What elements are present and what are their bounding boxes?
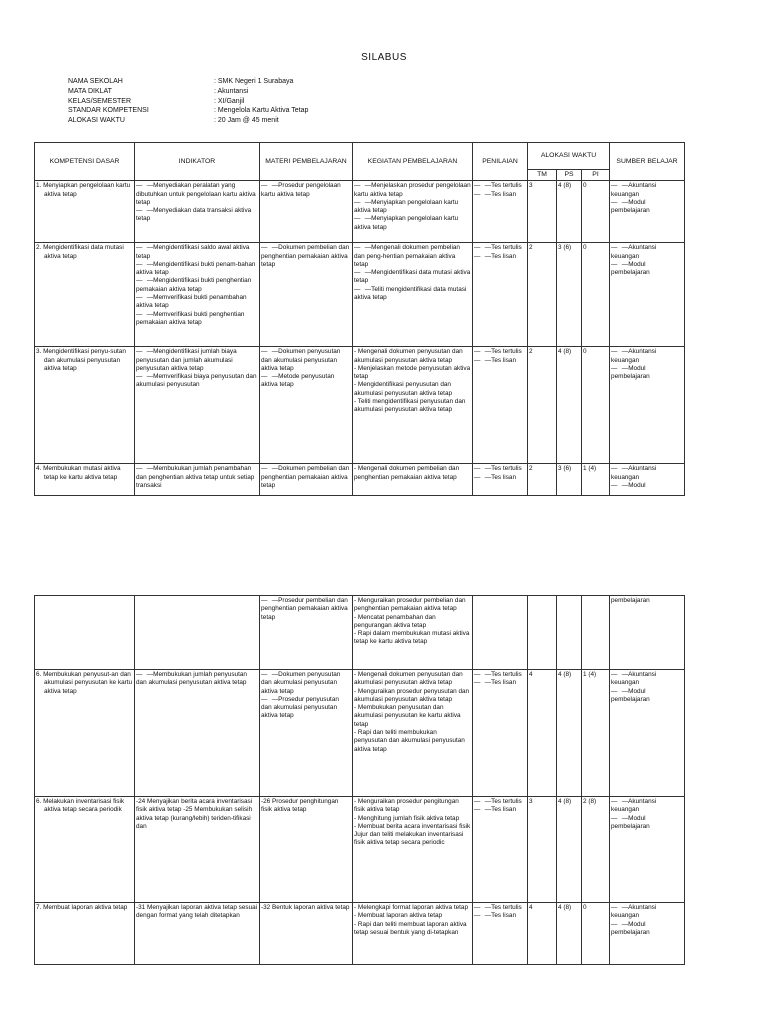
- cell-sumber: [610, 903, 685, 965]
- header-materi: MATERI PEMBELAJARAN: [260, 143, 353, 181]
- list-item: — — Modul pembelajaran: [611, 688, 683, 705]
- cell-indikator: [135, 797, 260, 903]
- header-alokasi: ALOKASI WAKTU: [528, 143, 610, 170]
- list-item: — — Tes lisan: [474, 357, 526, 365]
- table-row: [35, 181, 685, 243]
- cell-list: [261, 597, 351, 622]
- cell-pi: [582, 243, 610, 347]
- cell-list: [354, 182, 471, 232]
- cell-tm: [528, 347, 557, 464]
- table-row: [35, 347, 685, 464]
- cell-ps: [557, 243, 582, 347]
- cell-ps: [557, 670, 582, 797]
- list-item: — — Akuntansi keuangan: [611, 182, 683, 199]
- tm-value: 4: [529, 671, 533, 678]
- table-row: [35, 797, 685, 903]
- cell-indikator: [135, 903, 260, 965]
- cell-penilaian: [473, 464, 528, 496]
- cell-list: [474, 904, 526, 921]
- cell-materi: [260, 596, 353, 670]
- cell-list: [611, 348, 683, 381]
- cell-list: [474, 465, 526, 482]
- header-pi: PI: [582, 170, 610, 181]
- list-item: - Mengenali dokumen penyusutan dan akumulasi penyusutan aktiva tetap: [354, 348, 471, 365]
- list-item: — — Menyiapkan pengelolaan kartu aktiva tetap: [354, 199, 471, 216]
- cell-list: [136, 671, 258, 688]
- cell-ps: [557, 347, 582, 464]
- cell-pi: [582, 670, 610, 797]
- cell-tm: [528, 181, 557, 243]
- cell-ps: [557, 596, 582, 670]
- cell-indikator: [135, 464, 260, 496]
- cell-kegiatan: [353, 670, 473, 797]
- cell-kompetensi: [35, 596, 135, 670]
- ps-value: 3 (6): [558, 465, 572, 473]
- kompetensi-text: 2. Mengidentifikasi data mutasi aktiva tetap: [36, 244, 124, 260]
- list-item: — — Akuntansi keuangan: [611, 904, 683, 921]
- cell-kompetensi: [35, 797, 135, 903]
- cell-penilaian: [473, 347, 528, 464]
- cell-list: [354, 244, 471, 302]
- cell-materi: [260, 670, 353, 797]
- cell-list: [611, 671, 683, 704]
- list-item: — — Akuntansi keuangan: [611, 348, 683, 365]
- list-item: — — Tes lisan: [474, 806, 526, 814]
- cell-materi: [260, 464, 353, 496]
- list-item: - Membuat laporan aktiva tetap: [354, 912, 471, 920]
- table-row: [35, 243, 685, 347]
- syllabus-table-page2: [34, 595, 685, 965]
- cell-kompetensi: [35, 670, 135, 797]
- list-item: — — Mengenali dokumen pembelian dan peng-hentian pemakaian aktiva tetap: [354, 244, 471, 269]
- cell-list: [611, 904, 683, 937]
- pi-value: 1 (4): [583, 465, 597, 473]
- table-row: [35, 903, 685, 965]
- cell-materi: [260, 797, 353, 903]
- cell-materi: [260, 243, 353, 347]
- list-item: — — Modul pembelajaran: [611, 261, 683, 278]
- list-item: - Mengenali dokumen penyusutan dan akumulasi penyusutan aktiva tetap: [354, 671, 471, 688]
- list-item: — — Akuntansi keuangan: [611, 671, 683, 688]
- meta-row: [68, 97, 308, 107]
- list-item: — — Tes tertulis: [474, 904, 526, 912]
- list-item: — — Akuntansi keuangan: [611, 465, 683, 482]
- tm-value: 3: [529, 798, 533, 805]
- list-item: — — Memverifikasi bukti penghentian pemakaian aktiva tetap: [136, 311, 258, 328]
- list-item: - Menguraikan prosedur pengitungan fisik aktiva tetap: [354, 798, 471, 815]
- cell-sumber: [610, 596, 685, 670]
- cell-pi: [582, 903, 610, 965]
- page-title: SILABUS: [361, 52, 407, 63]
- list-item: — — Modul pembelajaran: [611, 921, 683, 938]
- meta-label: STANDAR KOMPETENSI: [68, 107, 149, 115]
- pi-value: 0: [583, 182, 587, 190]
- cell-tm: [528, 596, 557, 670]
- cell-list: [261, 348, 351, 389]
- indikator-text: -31 Menyajikan laporan aktiva tetap sesuai dengan format yang telah ditetapkan: [136, 904, 258, 920]
- list-item: - Menguraikan prosedur penyusutan dan akumulasi penyusutan aktiva tetap: [354, 688, 471, 705]
- list-item: — — Dokumen penyusutan dan akumulasi penyusutan aktiva tetap: [261, 348, 351, 373]
- ps-value: 4 (8): [558, 182, 572, 190]
- list-item: — — Mengidentifikasi saldo awal aktiva tetap: [136, 244, 258, 261]
- tm-value: 2: [529, 465, 533, 473]
- cell-kompetensi: [35, 347, 135, 464]
- cell-pi: [582, 596, 610, 670]
- cell-list: [354, 671, 471, 754]
- cell-pi: [582, 181, 610, 243]
- cell-penilaian: [473, 797, 528, 903]
- pi-value: 1 (4): [583, 671, 597, 678]
- cell-list: [474, 244, 526, 261]
- ps-value: 4 (8): [558, 904, 572, 911]
- meta-label: NAMA SEKOLAH: [68, 78, 123, 85]
- cell-sumber: [610, 243, 685, 347]
- ps-value: 4 (8): [558, 348, 572, 356]
- list-item: — — Mengidentifikasi data mutasi aktiva tetap: [354, 269, 471, 286]
- cell-ps: [557, 797, 582, 903]
- cell-sumber: [610, 797, 685, 903]
- cell-kegiatan: [353, 243, 473, 347]
- cell-materi: [260, 903, 353, 965]
- cell-list: [354, 904, 471, 937]
- meta-label: MATA DIKLAT: [68, 87, 112, 95]
- cell-kompetensi: [35, 903, 135, 965]
- cell-list: [136, 244, 258, 327]
- cell-list: [261, 671, 351, 721]
- list-item: — — Membukukan jumlah penambahan dan penghentian aktiva tetap untuk setiap transaksi: [136, 465, 258, 490]
- cell-kompetensi: [35, 181, 135, 243]
- cell-penilaian: [473, 903, 528, 965]
- cell-list: [611, 182, 683, 215]
- pi-value: 2 (8): [583, 798, 597, 805]
- list-item: - Membukukan penyusutan dan akumulasi penyusutan ke kartu aktiva tetap: [354, 704, 471, 729]
- list-item: — — Tes tertulis: [474, 798, 526, 806]
- header-indikator: INDIKATOR: [135, 143, 260, 181]
- cell-list: [354, 465, 471, 482]
- cell-penilaian: [473, 243, 528, 347]
- list-item: — — Memverifikasi bukti penambahan aktiva tetap: [136, 294, 258, 311]
- list-item: — — Tes lisan: [474, 679, 526, 687]
- list-item: — — Dokumen pembelian dan penghentian pemakaian aktiva tetap: [261, 465, 351, 490]
- meta-label: ALOKASI WAKTU: [68, 117, 125, 125]
- list-item: — — Menyediakan peralatan yang dibutuhkan untuk pengelolaan kartu aktiva tetap: [136, 182, 258, 207]
- header-ps: PS: [557, 170, 582, 181]
- list-item: - Rapi dalam membukukan mutasi aktiva tetap ke kartu aktiva tetap: [354, 630, 471, 647]
- pi-value: 0: [583, 348, 587, 356]
- table-body-page1: [35, 181, 685, 496]
- list-item: — — Memverifikasi biaya penyusutan dan akumulasi penyusutan: [136, 373, 258, 390]
- meta-value: : XI/Ganjil: [214, 97, 245, 105]
- list-item: — — Tes lisan: [474, 253, 526, 261]
- list-item: — — Menjelaskan prosedur pengelolaan kartu aktiva tetap: [354, 182, 471, 199]
- cell-pi: [582, 464, 610, 496]
- meta-row: [68, 106, 308, 116]
- tm-value: 2: [529, 244, 533, 252]
- cell-list: [261, 182, 351, 199]
- header-penilaian: PENILAIAN: [473, 143, 528, 181]
- list-item: — — Prosedur penyusutan dan akumulasi penyusutan aktiva tetap: [261, 696, 351, 721]
- cell-indikator: [135, 670, 260, 797]
- cell-list: [136, 348, 258, 389]
- list-item: — — Tes tertulis: [474, 348, 526, 356]
- cell-list: [261, 465, 351, 490]
- cell-indikator: [135, 596, 260, 670]
- list-item: — — Tes lisan: [474, 191, 526, 199]
- cell-penilaian: [473, 181, 528, 243]
- cell-pi: [582, 797, 610, 903]
- cell-tm: [528, 903, 557, 965]
- cell-list: [474, 348, 526, 365]
- materi-text: -32 Bentuk laporan aktiva tetap: [261, 904, 350, 911]
- cell-materi: [260, 347, 353, 464]
- list-item: — — Tes tertulis: [474, 244, 526, 252]
- header-tm: TM: [528, 170, 557, 181]
- header-kompetensi: KOMPETENSI DASAR: [35, 143, 135, 181]
- ps-value: 4 (8): [558, 671, 572, 678]
- list-item: - Menjelaskan metode penyusutan aktiva tetap: [354, 365, 471, 382]
- pi-value: 0: [583, 904, 587, 911]
- list-item: — — Dokumen penyusutan dan akumulasi penyusutan aktiva tetap: [261, 671, 351, 696]
- list-item: — — Dokumen pembelian dan penghentian pemakaian aktiva tetap: [261, 244, 351, 269]
- list-item: - Mencatat penambahan dan pengurangan aktiva tetap: [354, 614, 471, 631]
- materi-text: -26 Prosedur penghitungan fisik aktiva tetap: [261, 798, 339, 814]
- cell-sumber: [610, 347, 685, 464]
- cell-list: [611, 465, 683, 490]
- ps-value: 3 (6): [558, 244, 572, 252]
- list-item: — — Modul pembelajaran: [611, 815, 683, 832]
- cell-indikator: [135, 243, 260, 347]
- list-item: — — Mengidentifikasi bukti penam-bahan aktiva tetap: [136, 261, 258, 278]
- kompetensi-text: 4. Membukukan mutasi aktiva tetap ke kartu aktiva tetap: [36, 465, 121, 481]
- cell-list: [354, 798, 471, 831]
- list-item: — — Membukukan jumlah penyusutan dan akumulasi penyusutan aktiva tetap: [136, 671, 258, 688]
- list-item: - Membuat berita acara inventarisasi fisik: [354, 823, 471, 831]
- kompetensi-text: 7. Membuat laporan aktiva tetap: [36, 904, 128, 911]
- cell-ps: [557, 464, 582, 496]
- list-item: — — Modul pembelajaran: [611, 199, 683, 216]
- table-row: [35, 596, 685, 670]
- cell-list: [611, 798, 683, 831]
- syllabus-table-page1: [34, 142, 685, 496]
- kompetensi-text: 6. Membukukan penyusut-an dan akumulasi penyusutan ke kartu aktiva tetap: [36, 671, 133, 695]
- cell-indikator: [135, 347, 260, 464]
- cell-materi: [260, 181, 353, 243]
- tm-value: 2: [529, 348, 533, 356]
- cell-ps: [557, 903, 582, 965]
- meta-value: : Mengelola Kartu Aktiva Tetap: [214, 107, 309, 115]
- list-item: - Mengidentifikasi penyusutan dan akumulasi penyusutan aktiva tetap: [354, 381, 471, 398]
- cell-list: [136, 182, 258, 223]
- cell-list: [474, 671, 526, 688]
- cell-kompetensi: [35, 464, 135, 496]
- table-row: [35, 670, 685, 797]
- list-item: - Rapi dan teliti membukukan penyusutan dan akumulasi penyusutan aktiva tetap: [354, 729, 471, 754]
- list-item: — — Akuntansi keuangan: [611, 244, 683, 261]
- cell-sumber: [610, 670, 685, 797]
- cell-kompetensi: [35, 243, 135, 347]
- cell-pi: [582, 347, 610, 464]
- kompetensi-text: 1. Menyiapkan pengelolaan kartu aktiva tetap: [36, 182, 131, 198]
- kompetensi-text: 6. Melakukan inventarisasi fisik aktiva tetap secara periodik: [36, 798, 125, 814]
- list-item: — — Menyiapkan pengelolaan kartu aktiva tetap: [354, 215, 471, 232]
- pi-value: 0: [583, 244, 587, 252]
- list-item: — — Modul: [611, 482, 683, 490]
- list-item: — — Tes lisan: [474, 474, 526, 482]
- cell-kegiatan: [353, 903, 473, 965]
- cell-list: [474, 182, 526, 199]
- list-item: — — Tes tertulis: [474, 671, 526, 679]
- cell-indikator: [135, 181, 260, 243]
- cell-tm: [528, 670, 557, 797]
- cell-list: [354, 348, 471, 414]
- list-item: — — Teliti mengidentifikasi data mutasi aktiva tetap: [354, 286, 471, 303]
- list-item: - Menghitung jumlah fisik aktiva tetap: [354, 815, 471, 823]
- list-item: — — Mengidentifikasi jumlah biaya penyusutan dan jumlah akumulasi penyusutan aktiva tetap: [136, 348, 258, 373]
- list-item: — — Modul pembelajaran: [611, 365, 683, 382]
- cell-list: [474, 798, 526, 815]
- cell-sumber: [610, 464, 685, 496]
- cell-tm: [528, 243, 557, 347]
- list-item: — — Tes tertulis: [474, 465, 526, 473]
- list-item: — — Menyediakan data transaksi aktiva tetap: [136, 207, 258, 224]
- list-item: - Rapi dan teliti membuat laporan aktiva tetap sesuai bentuk yang di-tetapkan: [354, 921, 471, 938]
- meta-row: [68, 77, 308, 87]
- list-item: - Menguraikan prosedur pembelian dan penghentian pemakaian aktiva tetap: [354, 597, 471, 614]
- cell-list: [136, 465, 258, 490]
- tm-value: 3: [529, 182, 533, 190]
- cell-sumber: [610, 181, 685, 243]
- meta-value: : SMK Negeri 1 Surabaya: [214, 78, 294, 85]
- cell-kegiatan: [353, 596, 473, 670]
- table-body-page2: [35, 596, 685, 965]
- list-item: — — Prosedur pembelian dan penghentian pemakaian aktiva tetap: [261, 597, 351, 622]
- list-item: — — Mengidentifikasi bukti penghentian pemakaian aktiva tetap: [136, 277, 258, 294]
- header-kegiatan: KEGIATAN PEMBELAJARAN: [353, 143, 473, 181]
- cell-penilaian: [473, 670, 528, 797]
- list-item: - Melengkapi format laporan aktiva tetap: [354, 904, 471, 912]
- meta-row: [68, 87, 308, 97]
- indikator-text: -24 Menyajikan berita acara inventarisasi fisik aktiva tetap -25 Membukukan selisih aktiva tetap (kurang/lebih) teriden-tifikasi dan: [136, 798, 253, 830]
- list-item: — — Akuntansi keuangan: [611, 798, 683, 815]
- table-row: [35, 464, 685, 496]
- list-item: — — Tes tertulis: [474, 182, 526, 190]
- list-item: — — Prosedur pengelolaan kartu aktiva tetap: [261, 182, 351, 199]
- list-item: - Mengenali dokumen pembelian dan penghentian pemakaian aktiva tetap: [354, 465, 471, 482]
- cell-list: [611, 244, 683, 277]
- meta-value: : 20 Jam @ 45 menit: [214, 117, 279, 125]
- document-meta: [68, 77, 308, 126]
- ps-value: 4 (8): [558, 798, 572, 805]
- cell-kegiatan: [353, 347, 473, 464]
- cell-list: [261, 244, 351, 269]
- cell-kegiatan: [353, 464, 473, 496]
- kompetensi-text: 3. Mengidentifikasi penyu-sutan dan akumulasi penyusutan aktiva tetap: [36, 348, 126, 372]
- cell-kegiatan: [353, 181, 473, 243]
- cell-tm: [528, 464, 557, 496]
- cell-ps: [557, 181, 582, 243]
- tm-value: 4: [529, 904, 533, 911]
- kegiatan-tail-text: Jujur dan teliti melakukan inventarisasi fisik aktiva tetap secara periodic: [354, 831, 464, 847]
- cell-tm: [528, 797, 557, 903]
- cell-kegiatan: [353, 797, 473, 903]
- cell-penilaian: [473, 596, 528, 670]
- cell-list: [354, 597, 471, 647]
- header-sumber: SUMBER BELAJAR: [610, 143, 685, 181]
- meta-value: : Akuntansi: [214, 87, 249, 95]
- meta-label: KELAS/SEMESTER: [68, 97, 132, 105]
- list-item: - Teliti mengidentifikasi penyusutan dan akumulasi penyusutan aktiva tetap: [354, 398, 471, 415]
- list-item: — — Metode penyusutan aktiva tetap: [261, 373, 351, 390]
- list-item: — — Tes lisan: [474, 912, 526, 920]
- sumber-text: pembelajaran: [611, 597, 650, 604]
- meta-row: [68, 116, 308, 126]
